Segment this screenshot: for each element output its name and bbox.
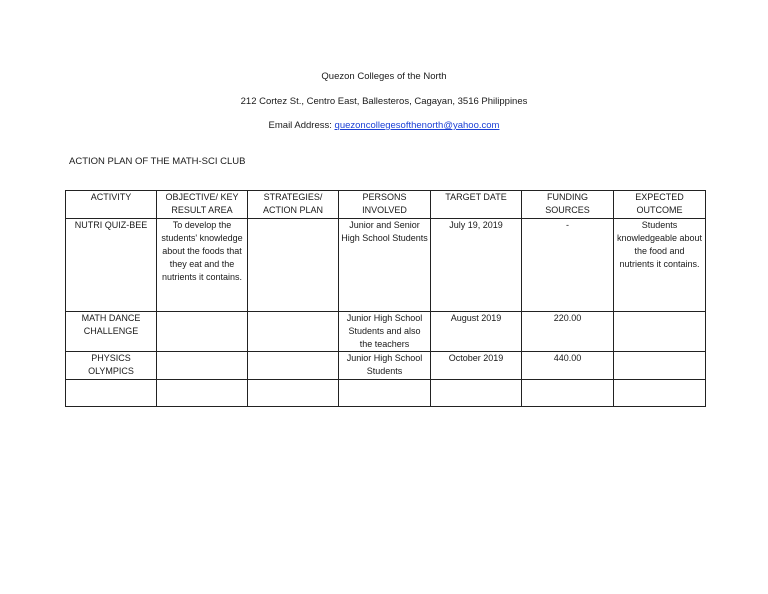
cell-strategies xyxy=(248,380,339,407)
table-row xyxy=(66,352,706,380)
cell-activity: MATH DANCE CHALLENGE xyxy=(66,312,157,352)
cell-expected-outcome xyxy=(614,380,706,407)
email-label: Email Address: xyxy=(268,120,335,131)
cell-strategies xyxy=(248,352,339,380)
cell-persons-involved: Junior High School Students and also the teachers xyxy=(339,312,431,352)
table-header-row xyxy=(66,191,706,219)
header-funding-sources: FUNDING SOURCES xyxy=(522,191,614,219)
email-link[interactable]: quezoncollegesofthenorth@yahoo.com xyxy=(334,120,500,131)
school-address: 212 Cortez St., Centro East, Ballesteros, Cagayan, 3516 Philippines xyxy=(240,96,528,107)
header-strategies: STRATEGIES/ ACTION PLAN xyxy=(248,191,339,219)
cell-target-date: July 19, 2019 xyxy=(431,219,522,312)
cell-objective: To develop the students' knowledge about the foods that they eat and the nutrients it contains. xyxy=(157,219,248,312)
cell-target-date: August 2019 xyxy=(431,312,522,352)
cell-persons-involved: Junior High School Students xyxy=(339,352,431,380)
cell-funding-sources: - xyxy=(522,219,614,312)
cell-objective xyxy=(157,312,248,352)
header-objective: OBJECTIVE/ KEY RESULT AREA xyxy=(157,191,248,219)
cell-activity: PHYSICS OLYMPICS xyxy=(66,352,157,380)
cell-objective xyxy=(157,380,248,407)
cell-strategies xyxy=(248,312,339,352)
cell-activity xyxy=(66,380,157,407)
table-row xyxy=(66,219,706,312)
school-name: Quezon Colleges of the North xyxy=(321,71,447,82)
cell-target-date xyxy=(431,380,522,407)
cell-objective xyxy=(157,352,248,380)
cell-activity: NUTRI QUIZ-BEE xyxy=(66,219,157,312)
cell-target-date: October 2019 xyxy=(431,352,522,380)
cell-expected-outcome xyxy=(614,352,706,380)
header-activity: ACTIVITY xyxy=(66,191,157,219)
email-line xyxy=(0,120,768,132)
cell-persons-involved: Junior and Senior High School Students xyxy=(339,219,431,312)
action-plan-title: ACTION PLAN OF THE MATH-SCI CLUB xyxy=(69,156,246,167)
cell-funding-sources: 220.00 xyxy=(522,312,614,352)
header-expected-outcome: EXPECTED OUTCOME xyxy=(614,191,706,219)
cell-strategies xyxy=(248,219,339,312)
cell-funding-sources xyxy=(522,380,614,407)
header-persons-involved: PERSONS INVOLVED xyxy=(339,191,431,219)
cell-expected-outcome: Students knowledgeable about the food and nutrients it contains. xyxy=(614,219,706,312)
table-row xyxy=(66,312,706,352)
action-plan-table xyxy=(65,190,706,407)
header-target-date: TARGET DATE xyxy=(431,191,522,219)
cell-expected-outcome xyxy=(614,312,706,352)
table-row xyxy=(66,380,706,407)
cell-funding-sources: 440.00 xyxy=(522,352,614,380)
cell-persons-involved xyxy=(339,380,431,407)
